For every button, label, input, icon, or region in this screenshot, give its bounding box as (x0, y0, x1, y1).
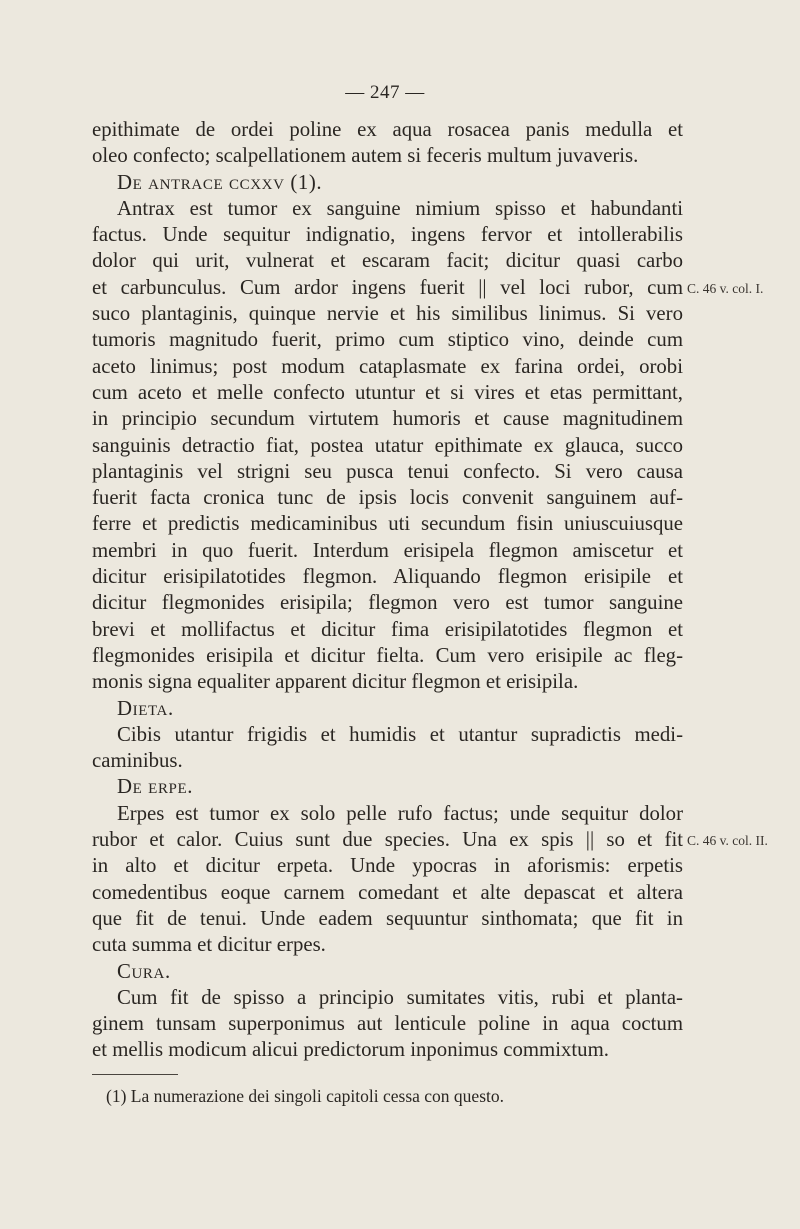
page-number: — 247 — (345, 82, 425, 103)
text-line: ginem tunsam superponimus aut lenticule poline in aqua coctum (92, 1012, 683, 1036)
footnote-rule (92, 1074, 178, 1075)
text-line: comedentibus eoque carnem comedant et alte depascat et altera (92, 880, 683, 904)
section-heading: Dieta. (117, 696, 174, 720)
text-line: membri in quo fuerit. Interdum erisipela flegmon amiscetur et (92, 538, 683, 562)
text-line: Cibis utantur frigidis et humidis et utantur supradictis medi- (117, 722, 683, 746)
text-line: sanguinis detractio fiat, postea utatur epithimate ex glauca, succo (92, 433, 683, 457)
text-line: Erpes est tumor ex solo pelle rufo factus; unde sequitur dolor (117, 801, 683, 825)
text-line: fuerit facta cronica tunc de ipsis locis convenit sanguinem auf- (92, 486, 683, 510)
text-line: flegmonides erisipila et dicitur fielta. Cum vero erisipile ac fleg- (92, 643, 683, 667)
text-line: Antrax est tumor ex sanguine nimium spisso et habundanti (117, 196, 683, 220)
text-line: factus. Unde sequitur indignatio, ingens fervor et intollerabilis (92, 223, 683, 247)
text-line: Cum fit de spisso a principio sumitates vitis, rubi et planta- (117, 985, 683, 1009)
text-line: cuta summa et dicitur erpes. (92, 933, 326, 957)
text-line: brevi et mollifactus et dicitur fima erisipilatotides flegmon et (92, 617, 683, 641)
margin-note: C. 46 v. col. I. (687, 280, 764, 296)
main-text (92, 117, 683, 1064)
text-line: et mellis modicum alicui predictorum inponimus commixtum. (92, 1038, 609, 1062)
section-heading: De erpe. (117, 775, 194, 799)
text-line: oleo confecto; scalpellationem autem si feceris multum juvaveris. (92, 144, 639, 168)
text-line: dicitur erisipilatotides flegmon. Aliquando flegmon erisipile et (92, 565, 683, 589)
section-heading: De antrace ccxxv (1). (117, 170, 323, 194)
text-line: plantaginis vel strigni seu pusca tenui confecto. Si vero causa (92, 459, 683, 483)
text-line: rubor et calor. Cuius sunt due species. Una ex spis || so et fit (92, 828, 683, 852)
text-line: que fit de tenui. Unde eadem sequuntur sinthomata; que fit in (92, 906, 683, 930)
text-line: in alto et dicitur erpeta. Unde ypocras in aforismis: erpetis (92, 854, 683, 878)
text-line: ferre et predictis medicaminibus uti secundum fisin uniuscuiusque (92, 512, 683, 536)
text-line: epithimate de ordei poline ex aqua rosacea panis medulla et (92, 118, 683, 141)
footnote: (1) La numerazione dei singoli capitoli cessa con questo. (106, 1086, 504, 1106)
text-line: in principio secundum virtutem humoris et cause magnitudinem (92, 407, 683, 431)
text-line: et carbunculus. Cum ardor ingens fuerit || vel loci rubor, cum (92, 275, 683, 299)
text-line: dicitur flegmonides erisipila; flegmon vero est tumor sanguine (92, 591, 683, 615)
text-line: suco plantaginis, quinque nervie et his similibus linimus. Si vero (92, 302, 683, 326)
text-line: cum aceto et melle confecto utuntur et si vires et etas permittant, (92, 380, 683, 404)
text-line: aceto linimus; post modum cataplasmate ex farina ordei, orobi (92, 354, 683, 378)
margin-note: C. 46 v. col. II. (687, 833, 768, 849)
text-line: tumoris magnitudo fuerit, primo cum stiptico vino, deinde cum (92, 328, 683, 352)
text-line: dolor qui urit, vulnerat et escaram facit; dicitur quasi carbo (92, 249, 683, 273)
text-line: caminibus. (92, 749, 183, 773)
section-heading: Cura. (117, 959, 171, 983)
text-line: monis signa equaliter apparent dicitur flegmon et erisipila. (92, 670, 579, 694)
